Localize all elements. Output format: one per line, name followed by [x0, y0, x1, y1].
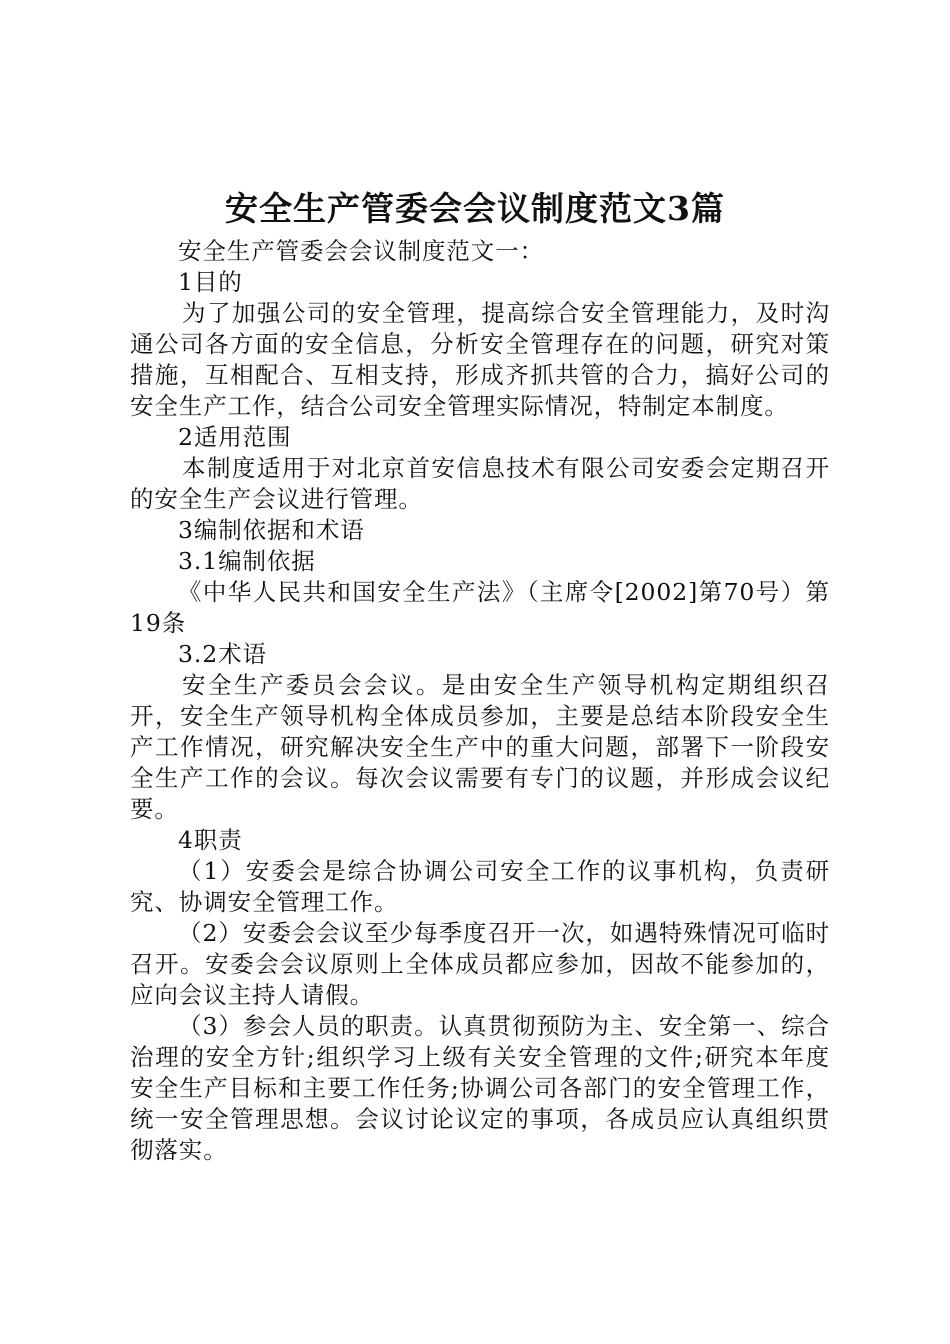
intro-heading: 安全生产管委会会议制度范文一： — [178, 237, 544, 265]
section-2-paragraph: 本制度适用于对北京首安信息技术有限公司安委会定期召开的安全生产会议进行管理。 — [130, 454, 830, 513]
section-3-1-paragraph: 《中华人民共和国安全生产法》（主席令[2002]第70号）第19条 — [130, 578, 830, 637]
section-1-paragraph: 为了加强公司的安全管理，提高综合安全管理能力，及时沟通公司各方面的安全信息，分析安全管理存在的问题，研究对策措施，互相配合、互相支持，形成齐抓共管的合力，搞好公司的安全生产工作，结合公司安全管理实际情况，特制定本制度。 — [130, 299, 830, 420]
section-3-heading: 3编制依据和术语 — [178, 516, 365, 544]
section-4-item-1: （1）安委会是综合协调公司安全工作的议事机构，负责研究、协调安全管理工作。 — [130, 857, 830, 916]
document-body — [130, 236, 830, 1166]
section-4-item-3: （3）参会人员的职责。认真贯彻预防为主、安全第一、综合治理的安全方针;组织学习上级有关安全管理的文件;研究本年度安全生产目标和主要工作任务;协调公司各部门的安全管理工作，统一安全管理思想。会议讨论议定的事项，各成员应认真组织贯彻落实。 — [130, 1012, 830, 1164]
document-title: 安全生产管委会会议制度范文3篇 — [225, 189, 725, 228]
section-4-heading: 4职责 — [178, 826, 243, 854]
section-3-1-heading: 3.1编制依据 — [178, 547, 316, 575]
section-2-heading: 2适用范围 — [178, 423, 292, 451]
section-3-2-paragraph: 安全生产委员会会议。是由安全生产领导机构定期组织召开，安全生产领导机构全体成员参加，主要是总结本阶段安全生产工作情况，研究解决安全生产中的重大问题，部署下一阶段安全生产工作的会议。每次会议需要有专门的议题，并形成会议纪要。 — [130, 671, 830, 823]
section-3-2-heading: 3.2术语 — [178, 640, 267, 668]
section-1-heading: 1目的 — [178, 268, 243, 296]
section-4-item-2: （2）安委会会议至少每季度召开一次，如遇特殊情况可临时召开。安委会会议原则上全体成员都应参加，因故不能参加的，应向会议主持人请假。 — [130, 919, 830, 1009]
